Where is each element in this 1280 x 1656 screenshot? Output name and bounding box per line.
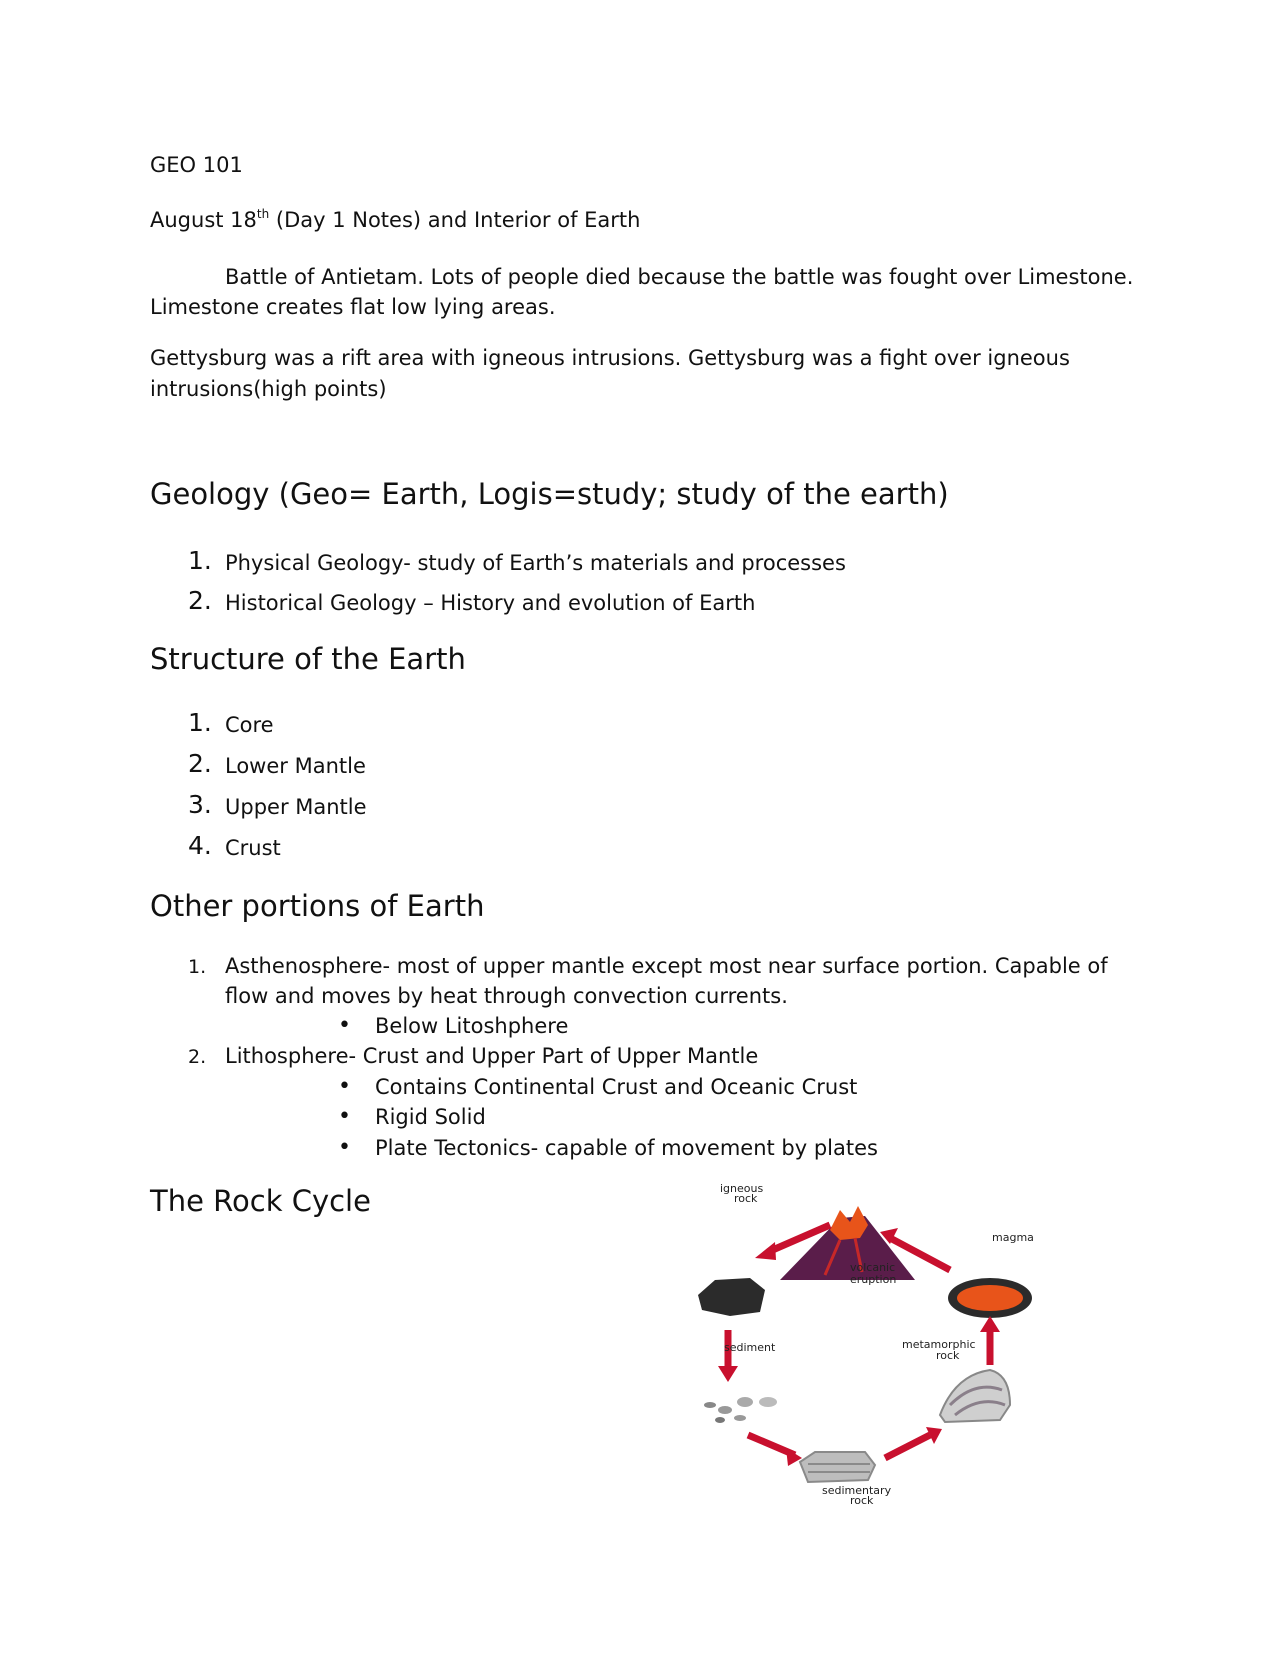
list-item-text: Upper Mantle <box>225 795 367 819</box>
date-prefix: August 18 <box>150 208 257 232</box>
lithosphere-line1: Lithosphere- Crust and Upper Part of Upper Mantle <box>225 1044 759 1068</box>
intro-p2-line2: intrusions(high points) <box>150 377 387 401</box>
structure-heading: Structure of the Earth <box>150 642 466 676</box>
bullet-icon: • <box>338 1074 351 1099</box>
list-number: 2. <box>188 749 212 778</box>
sedimentary-rock-icon <box>800 1452 875 1482</box>
magma-icon <box>957 1285 1023 1311</box>
list-number <box>188 951 206 982</box>
bullet-text: Contains Continental Crust and Oceanic Crust <box>375 1075 858 1099</box>
intro-p1-line1: Battle of Antietam. Lots of people died because the battle was fought over Limestone. <box>225 265 1134 289</box>
intro-p1-line2: Limestone creates flat low lying areas. <box>150 295 556 319</box>
bullet-icon: • <box>338 1013 351 1038</box>
label-sedimentary-rock: rock <box>850 1494 874 1507</box>
geology-heading: Geology (Geo= Earth, Logis=study; study of the earth) <box>150 477 949 511</box>
arrow-sedimentary-to-metamorphic <box>885 1435 930 1458</box>
list-number: 1. <box>188 546 212 575</box>
label-igneous-rock: rock <box>734 1192 758 1205</box>
list-number: 4. <box>188 831 212 860</box>
list-number: 2. <box>188 586 212 615</box>
date-superscript: th <box>256 207 270 221</box>
asthenosphere-line1: Asthenosphere- most of upper mantle except most near surface portion. Capable of <box>225 954 1108 978</box>
label-igneous: igneous <box>720 1182 764 1195</box>
date-line <box>150 205 640 235</box>
label-volcanic: volcanic <box>850 1261 896 1274</box>
label-metamorphic-rock: rock <box>936 1349 960 1362</box>
rock-cycle-heading: The Rock Cycle <box>150 1184 371 1218</box>
asthenosphere-line2: flow and moves by heat through convection currents. <box>225 984 788 1008</box>
label-magma: magma <box>992 1231 1034 1244</box>
list-number-text: 2. <box>188 1046 207 1068</box>
list-number: 1. <box>188 708 212 737</box>
rock-cycle-diagram <box>690 1180 1070 1507</box>
bullet-text: Rigid Solid <box>375 1105 486 1129</box>
list-item <box>188 831 212 862</box>
list-item <box>188 546 212 577</box>
list-number-text: 1. <box>188 956 207 978</box>
list-item-text: Physical Geology- study of Earth’s materials and processes <box>225 551 846 575</box>
sediment-icon <box>704 1397 777 1423</box>
bullet-text: Below Litoshphere <box>375 1014 569 1038</box>
list-item <box>188 708 212 739</box>
other-heading: Other portions of Earth <box>150 889 485 923</box>
bullet-text: Plate Tectonics- capable of movement by plates <box>375 1136 878 1160</box>
label-metamorphic: metamorphic <box>902 1338 976 1351</box>
intro-p2-line1: Gettysburg was a rift area with igneous intrusions. Gettysburg was a fight over igneous <box>150 346 1070 370</box>
list-number <box>188 1041 206 1072</box>
date-suffix: (Day 1 Notes) and Interior of Earth <box>269 208 641 232</box>
list-item-text: Core <box>225 713 274 737</box>
list-item-text: Crust <box>225 836 281 860</box>
list-item <box>188 790 212 821</box>
metamorphic-rock-icon <box>940 1370 1010 1422</box>
bullet-icon: • <box>338 1135 351 1160</box>
bullet-icon: • <box>338 1104 351 1129</box>
label-sedimentary: sedimentary <box>822 1484 892 1497</box>
label-sediment: sediment <box>724 1341 776 1354</box>
course-title: GEO 101 <box>150 153 243 177</box>
list-item <box>188 586 212 617</box>
list-item <box>188 749 212 780</box>
igneous-rock-icon <box>698 1278 765 1316</box>
list-item-text: Lower Mantle <box>225 754 366 778</box>
list-item-text: Historical Geology – History and evolution of Earth <box>225 591 756 615</box>
list-number: 3. <box>188 790 212 819</box>
label-eruption: eruption <box>850 1273 897 1286</box>
